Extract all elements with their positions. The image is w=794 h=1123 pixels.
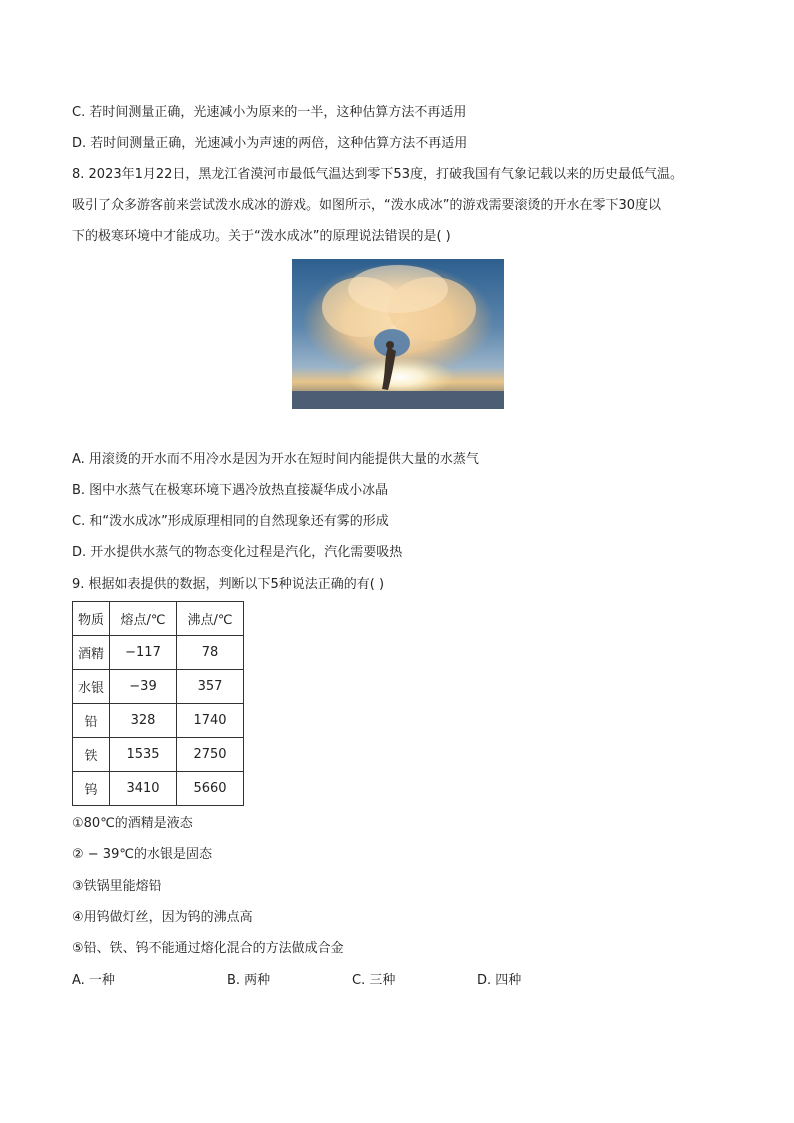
table-cell: −39 (110, 670, 177, 704)
table-cell: 328 (110, 704, 177, 738)
table-row (73, 772, 244, 806)
q8-option-d: D. 开水提供水蒸气的物态变化过程是汽化，汽化需要吸热 (72, 545, 403, 560)
q9-option-a: A. 一种 (72, 973, 115, 988)
prev-option-d: D. 若时间测量正确，光速减小为声速的两倍，这种估算方法不再适用 (72, 136, 468, 151)
table-cell: 1740 (177, 704, 244, 738)
table-cell: 78 (177, 636, 244, 670)
q8-option-a: A. 用滚烫的开水而不用冷水是因为开水在短时间内能提供大量的水蒸气 (72, 452, 479, 467)
table-row (73, 704, 244, 738)
q9-option-d: D. 四种 (477, 973, 522, 988)
table-header-row (73, 602, 244, 636)
table-cell: 酒精 (73, 636, 110, 670)
q8-stem-line-1: 8. 2023年1月22日，黑龙江省漠河市最低气温达到零下53度，打破我国有气象记载以来的历史最低气温。 (72, 167, 683, 182)
photo-illustration (292, 259, 504, 409)
table-header-cell: 熔点/℃ (110, 602, 177, 636)
table-cell: 357 (177, 670, 244, 704)
q8-option-b: B. 图中水蒸气在极寒环境下遇冷放热直接凝华成小冰晶 (72, 483, 389, 498)
table-header-cell: 物质 (73, 602, 110, 636)
table-cell: 铁 (73, 738, 110, 772)
q9-statement-5: ⑤铅、铁、钨不能通过熔化混合的方法做成合金 (72, 941, 344, 956)
table-cell: 1535 (110, 738, 177, 772)
table-cell: 钨 (73, 772, 110, 806)
q9-statement-4: ④用钨做灯丝，因为钨的沸点高 (72, 910, 253, 925)
table-row (73, 636, 244, 670)
table-header-cell: 沸点/℃ (177, 602, 244, 636)
q9-option-c: C. 三种 (352, 973, 396, 988)
throwing-water-photo (292, 259, 504, 409)
table-cell: 水银 (73, 670, 110, 704)
table-cell: 铅 (73, 704, 110, 738)
q9-stem: 9. 根据如表提供的数据，判断以下5种说法正确的有( ) (72, 577, 385, 592)
table-row (73, 670, 244, 704)
q9-statement-1: ①80℃的酒精是液态 (72, 816, 193, 831)
table-cell: 2750 (177, 738, 244, 772)
q9-statement-2: ② − 39℃的水银是固态 (72, 847, 212, 862)
table-cell: 3410 (110, 772, 177, 806)
table-cell: 5660 (177, 772, 244, 806)
q8-option-c: C. 和“泼水成冰”形成原理相同的自然现象还有雾的形成 (72, 514, 389, 529)
prev-option-c: C. 若时间测量正确，光速减小为原来的一半，这种估算方法不再适用 (72, 105, 467, 120)
q8-stem-line-2: 吸引了众多游客前来尝试泼水成冰的游戏。如图所示，“泼水成冰”的游戏需要滚烫的开水在零下30度以 (72, 198, 662, 213)
table-cell: −117 (110, 636, 177, 670)
table-row (73, 738, 244, 772)
q8-stem-line-3: 下的极寒环境中才能成功。关于“泼水成冰”的原理说法错误的是( ) (72, 229, 451, 244)
q9-statement-3: ③铁锅里能熔铅 (72, 879, 162, 894)
q9-option-b: B. 两种 (227, 973, 271, 988)
melting-boiling-table (72, 601, 244, 806)
